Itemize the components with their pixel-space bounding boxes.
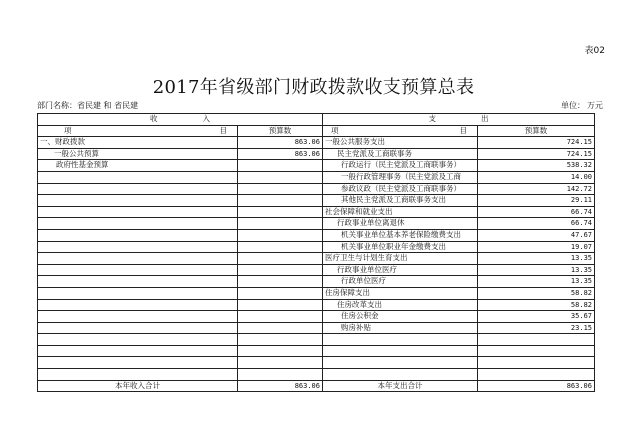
income-amount-cell: 863.06 [238, 148, 323, 160]
expense-amount-cell: 19.07 [478, 241, 595, 253]
expense-amount-cell: 23.15 [478, 322, 595, 334]
income-item-cell [38, 287, 238, 299]
table-row [38, 160, 595, 172]
expense-item-cell [323, 345, 478, 357]
income-amount-cell [238, 357, 323, 369]
income-item-cell [38, 229, 238, 241]
income-amount-cell [238, 229, 323, 241]
expense-item-cell: 住房保障支出 [323, 287, 478, 299]
table-row [38, 218, 595, 230]
totals-row [38, 380, 595, 392]
table-row [38, 322, 595, 334]
budget-table [37, 113, 595, 392]
income-item-cell [38, 345, 238, 357]
budget-rows [38, 137, 595, 380]
expense-item-cell [323, 334, 478, 346]
form-code: 表02 [584, 46, 605, 56]
income-amount-cell [238, 241, 323, 253]
income-item-cell [38, 369, 238, 381]
expense-item-cell: 购房补贴 [323, 322, 478, 334]
expense-item-right: 目 [459, 125, 467, 135]
income-item-cell [38, 276, 238, 288]
income-amount-cell [238, 253, 323, 265]
income-item-cell [38, 171, 238, 183]
expense-item-cell: 行政单位医疗 [323, 276, 478, 288]
income-amount-cell [238, 287, 323, 299]
income-amount-cell [238, 195, 323, 207]
expense-header: 支 出 [323, 114, 595, 126]
expense-amount-cell [478, 357, 595, 369]
income-amount-cell [238, 334, 323, 346]
income-item-cell [38, 264, 238, 276]
table-row [38, 253, 595, 265]
expense-item-cell: 行政事业单位医疗 [323, 264, 478, 276]
income-amount-cell [238, 369, 323, 381]
table-row [38, 287, 595, 299]
income-amount-cell [238, 264, 323, 276]
expense-total-value: 863.06 [478, 380, 595, 392]
income-amount-cell: 863.06 [238, 137, 323, 149]
expense-amount-cell: 724.15 [478, 148, 595, 160]
expense-amount-cell: 66.74 [478, 218, 595, 230]
income-item-right: 目 [219, 125, 227, 135]
department-label: 部门名称：省民建 和 省民建 [37, 101, 139, 110]
expense-amount-cell: 66.74 [478, 206, 595, 218]
unit-value: 万元 [587, 101, 603, 110]
expense-item-cell: 民主党派及工商联事务 [323, 148, 478, 160]
income-item-cell [38, 195, 238, 207]
expense-amount-cell: 58.82 [478, 287, 595, 299]
unit-label [561, 100, 603, 111]
header-row-columns [38, 125, 595, 137]
income-amount-cell [238, 171, 323, 183]
income-item-cell [38, 218, 238, 230]
income-item-cell [38, 206, 238, 218]
income-item-cell [38, 183, 238, 195]
expense-amount-cell: 47.67 [478, 229, 595, 241]
expense-item-cell: 行政事业单位离退休 [323, 218, 478, 230]
income-amount-cell [238, 206, 323, 218]
expense-amount-cell: 142.72 [478, 183, 595, 195]
table-row [38, 206, 595, 218]
table-row [38, 148, 595, 160]
expense-amount-cell: 14.00 [478, 171, 595, 183]
expense-item-cell: 机关事业单位职业年金缴费支出 [323, 241, 478, 253]
income-total-label: 本年收入合计 [38, 380, 238, 392]
expense-item-cell: 行政运行（民主党派及工商联事务） [323, 160, 478, 172]
income-amount-cell [238, 299, 323, 311]
expense-item-cell: 机关事业单位基本养老保险缴费支出 [323, 229, 478, 241]
income-amount-cell [238, 218, 323, 230]
expense-item-header [323, 125, 478, 137]
expense-amount-cell [478, 345, 595, 357]
table-row [38, 195, 595, 207]
income-amount-cell [238, 322, 323, 334]
expense-total-label: 本年支出合计 [323, 380, 478, 392]
expense-item-cell: 一般公共服务支出 [323, 137, 478, 149]
expense-item-cell [323, 357, 478, 369]
income-item-cell [38, 311, 238, 323]
income-amount-header: 预算数 [238, 125, 323, 137]
table-row [38, 183, 595, 195]
expense-item-cell: 其他民主党派及工商联事务支出 [323, 195, 478, 207]
expense-amount-cell: 724.15 [478, 137, 595, 149]
header-row-sections [38, 114, 595, 126]
expense-amount-cell: 13.35 [478, 264, 595, 276]
income-item-cell [38, 357, 238, 369]
income-amount-cell [238, 345, 323, 357]
income-amount-cell [238, 276, 323, 288]
expense-amount-cell: 13.35 [478, 276, 595, 288]
income-header: 收 入 [38, 114, 323, 126]
expense-amount-cell: 13.35 [478, 253, 595, 265]
income-item-cell: 一般公共预算 [38, 148, 238, 160]
expense-item-cell: 社会保障和就业支出 [323, 206, 478, 218]
table-row [38, 299, 595, 311]
table-row [38, 264, 595, 276]
table-row [38, 229, 595, 241]
income-item-cell: 一、财政拨款 [38, 137, 238, 149]
expense-amount-cell [478, 369, 595, 381]
income-item-left: 项 [64, 125, 72, 135]
income-amount-cell [238, 183, 323, 195]
table-row [38, 171, 595, 183]
expense-item-cell: 医疗卫生与计划生育支出 [323, 253, 478, 265]
expense-item-cell [323, 369, 478, 381]
table-row [38, 311, 595, 323]
expense-item-cell: 住房公积金 [323, 311, 478, 323]
expense-item-cell: 住房改革支出 [323, 299, 478, 311]
income-item-cell [38, 334, 238, 346]
table-row [38, 137, 595, 149]
unit-label-prefix: 单位： [561, 101, 585, 110]
income-total-value: 863.06 [238, 380, 323, 392]
expense-amount-cell: 538.32 [478, 160, 595, 172]
income-item-cell [38, 322, 238, 334]
expense-item-cell: 一般行政管理事务（民主党派及工商 [323, 171, 478, 183]
expense-item-cell: 参政议政（民主党派及工商联事务） [323, 183, 478, 195]
table-row [38, 345, 595, 357]
income-item-cell: 政府性基金预算 [38, 160, 238, 172]
expense-amount-cell [478, 334, 595, 346]
table-row [38, 334, 595, 346]
table-row [38, 241, 595, 253]
table-row [38, 357, 595, 369]
expense-amount-header: 预算数 [478, 125, 595, 137]
income-amount-cell [238, 311, 323, 323]
income-item-cell [38, 253, 238, 265]
income-item-header [38, 125, 238, 137]
expense-amount-cell: 29.11 [478, 195, 595, 207]
expense-amount-cell: 58.82 [478, 299, 595, 311]
income-amount-cell [238, 160, 323, 172]
income-item-cell [38, 241, 238, 253]
income-item-cell [38, 299, 238, 311]
table-row [38, 276, 595, 288]
expense-amount-cell: 35.67 [478, 311, 595, 323]
page-title: 2017年省级部门财政拨款收支预算总表 [152, 77, 475, 98]
expense-item-left: 项 [331, 125, 339, 135]
table-row [38, 369, 595, 381]
